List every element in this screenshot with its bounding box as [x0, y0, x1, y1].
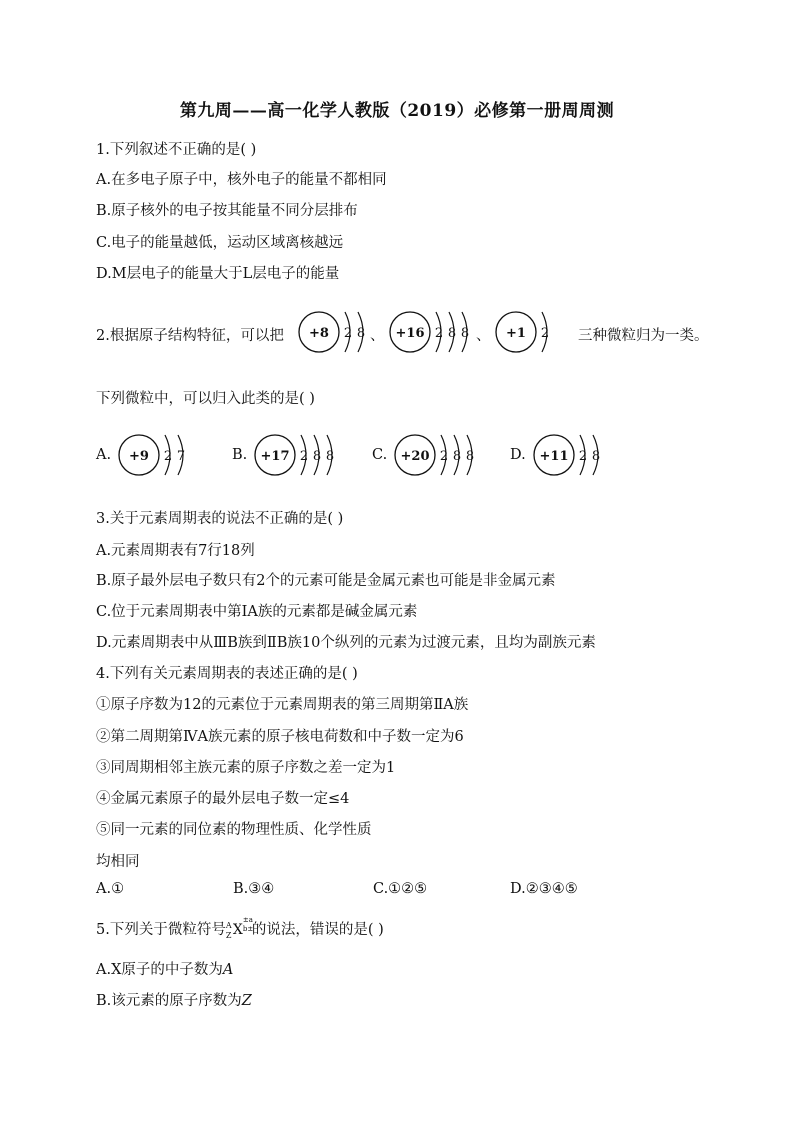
ion-charge: ±a [242, 916, 253, 924]
shell-electron-count: 8 [591, 449, 600, 464]
q4-statement-5-continuation: 均相同 [96, 854, 140, 870]
option-label: C. [372, 447, 388, 463]
q3-option-d: D.元素周期表中从ⅢB族到ⅡB族10个纵列的元素为过渡元素，且均为副族元素 [96, 635, 596, 651]
atom-structure-diagram [532, 428, 614, 482]
q2-stem-atom-3 [494, 305, 563, 359]
q4-statement-5: ⑤同一元素的同位素的物理性质、化学性质 [96, 822, 372, 838]
nucleus-charge: +9 [129, 449, 150, 464]
atom-structure-diagram [117, 428, 199, 482]
q2-stem-suffix: 三种微粒归为一类。 [578, 328, 709, 344]
q4-option-b: B.③④ [233, 881, 275, 897]
q4-option-a: A.① [96, 881, 125, 897]
shell-electron-count: 2 [434, 326, 444, 341]
q5-option-a-text: A.X原子的中子数为 [96, 962, 223, 978]
atom-structure-diagram [253, 428, 348, 482]
nucleus-charge: +17 [260, 449, 290, 464]
q1-stem: 1.下列叙述不正确的是( ) [96, 142, 257, 158]
atom-count: b± [242, 925, 254, 933]
q3-stem: 3.关于元素周期表的说法不正确的是( ) [96, 511, 344, 527]
q2-separator-1: 、 [370, 328, 385, 344]
q5-stem [96, 918, 384, 941]
q2-stem-atom-2 [388, 305, 483, 359]
nucleus-charge: +1 [506, 326, 526, 341]
q2-stem-atom-1 [297, 305, 379, 359]
shell-electron-count: 2 [163, 449, 173, 464]
option-label: B. [232, 447, 248, 463]
q5-option-b-text: B.该元素的原子序数为 [96, 993, 242, 1009]
option-label: A. [96, 447, 112, 463]
atom-structure-diagram [297, 305, 379, 359]
shell-electron-count: 8 [447, 326, 457, 341]
q5-option-b-var: Z [241, 993, 252, 1009]
nucleus-charge: +20 [400, 449, 430, 464]
q3-option-b: B.原子最外层电子数只有2个的元素可能是金属元素也可能是非金属元素 [96, 573, 556, 589]
q5-option-a [96, 958, 233, 979]
shell-electron-count: 2 [540, 326, 550, 341]
atom-structure-diagram [494, 305, 563, 359]
shell-electron-count: 2 [440, 449, 449, 464]
q3-option-a: A.元素周期表有7行18列 [96, 543, 255, 559]
shell-electron-count: 8 [326, 449, 335, 464]
page-title: 第九周——高一化学人教版（2019）必修第一册周周测 [179, 101, 615, 121]
shell-electron-count: 8 [313, 449, 322, 464]
shell-electron-count: 2 [578, 449, 587, 464]
mass-number: A [225, 921, 232, 930]
atom-structure-diagram [393, 428, 488, 482]
q4-statement-3: ③同周期相邻主族元素的原子序数之差一定为1 [96, 760, 396, 776]
nucleus-charge: +16 [395, 326, 425, 341]
q4-statement-1: ①原子序数为12的元素位于元素周期表的第三周期第ⅡA族 [96, 697, 469, 713]
q5-stem-suffix: 的说法，错误的是( ) [251, 922, 384, 938]
q4-option-c: C.①②⑤ [373, 881, 428, 897]
element-symbol: X [232, 922, 243, 938]
shell-electron-count: 8 [466, 449, 475, 464]
particle-symbol [225, 916, 254, 941]
q1-option-a: A.在多电子原子中，核外电子的能量不都相同 [96, 172, 387, 188]
q2-option-d [510, 428, 614, 482]
q4-statement-4: ④金属元素原子的最外层电子数一定≤4 [96, 791, 350, 807]
q1-option-b: B.原子核外的电子按其能量不同分层排布 [96, 203, 358, 219]
q2-separator-2: 、 [476, 328, 491, 344]
option-label: D. [510, 447, 526, 463]
q1-option-c: C.电子的能量越低，运动区域离核越远 [96, 235, 344, 251]
q4-options-row [96, 881, 716, 903]
q5-stem-prefix: 5.下列关于微粒符号 [96, 922, 226, 938]
atom-structure-diagram [388, 305, 483, 359]
nucleus-charge: +8 [309, 326, 329, 341]
shell-electron-count: 7 [176, 449, 186, 464]
shell-electron-count: 8 [460, 326, 470, 341]
q2-option-a [96, 428, 199, 482]
q4-stem: 4.下列有关元素周期表的表述正确的是( ) [96, 666, 358, 682]
q1-option-d: D.M层电子的能量大于L层电子的能量 [96, 266, 340, 282]
q2-stem-line2: 下列微粒中，可以归入此类的是( ) [96, 391, 315, 407]
shell-electron-count: 8 [356, 326, 366, 341]
q4-statement-2: ②第二周期第ⅣA族元素的原子核电荷数和中子数一定为6 [96, 729, 464, 745]
shell-electron-count: 2 [300, 449, 309, 464]
atomic-number: Z [225, 931, 232, 940]
q4-option-d: D.②③④⑤ [510, 881, 578, 897]
q5-option-b [96, 989, 252, 1010]
q3-option-c: C.位于元素周期表中第ⅠA族的元素都是碱金属元素 [96, 604, 418, 620]
shell-electron-count: 8 [453, 449, 462, 464]
q2-option-b [232, 428, 348, 482]
q5-option-a-var: A [222, 962, 234, 978]
q2-stem-prefix: 2.根据原子结构特征，可以把 [96, 328, 284, 344]
nucleus-charge: +11 [539, 449, 569, 464]
shell-electron-count: 2 [343, 326, 353, 341]
q2-option-c [372, 428, 488, 482]
